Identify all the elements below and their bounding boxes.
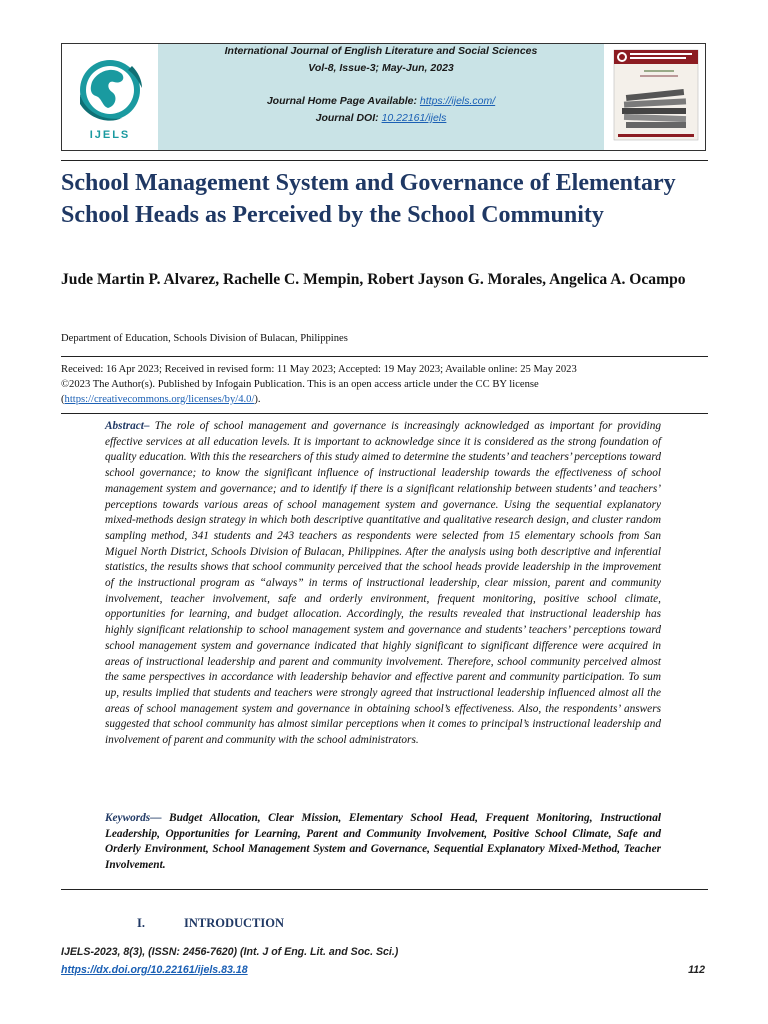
keywords (105, 811, 661, 874)
abstract-label: Abstract– (105, 420, 150, 432)
license-line: (https://creativecommons.org/licenses/by/4.0/). (61, 394, 261, 405)
paper-title: School Management System and Governance of Elementary School Heads as Perceived by the School Community (61, 170, 676, 228)
page-number: 112 (688, 964, 705, 976)
doi-line (158, 112, 604, 124)
globe-logo-icon (62, 44, 158, 150)
journal-info (158, 44, 604, 150)
affiliation: Department of Education, Schools Division of Bulacan, Philippines (61, 333, 348, 344)
license-link[interactable]: https://creativecommons.org/licenses/by/4.0/ (64, 394, 255, 405)
divider (61, 413, 708, 414)
authors: Jude Martin P. Alvarez, Rachelle C. Mempin, Robert Jayson G. Morales, Angelica A. Ocampo (61, 271, 686, 288)
journal-header (61, 43, 706, 151)
doi-label: Journal DOI: (315, 112, 382, 124)
divider (61, 356, 708, 357)
journal-volume: Vol-8, Issue-3; May-Jun, 2023 (308, 62, 454, 74)
section-number: I. (137, 916, 145, 930)
divider (61, 889, 708, 890)
keywords-text: Budget Allocation, Clear Mission, Elementary School Head, Frequent Monitoring, Instructional Leadership, Opportunities for Learning, Parent and Community Involvement, Positive School Climate, Safe and Orderly Environment, School Management System and Governance, Sequential Explanatory Mixed-Method, Teacher Involvement. (105, 812, 661, 872)
abstract (105, 419, 661, 749)
footer-citation: IJELS-2023, 8(3), (ISSN: 2456-7620) (Int. J of Eng. Lit. and Soc. Sci.) (61, 946, 399, 958)
doi-link[interactable]: 10.22161/ijels (381, 112, 447, 124)
journal-cover (604, 44, 705, 150)
history-dates: Received: 16 Apr 2023; Received in revised form: 11 May 2023; Accepted: 19 May 2023; Available online: 25 May 2023 (61, 364, 577, 375)
homepage-label: Journal Home Page Available: (266, 95, 420, 107)
journal-cover-icon (604, 44, 705, 150)
keywords-label: Keywords— (105, 812, 162, 824)
homepage-link[interactable]: https://ijels.com/ (419, 95, 496, 107)
journal-logo (62, 44, 158, 150)
abstract-text: The role of school management and governance is increasingly acknowledged as important for providing effective services at all education levels. It is important to acknowledge since it is considered as the strong foundation of quality education. With this the researchers of this study aimed to determine the students’ and teachers’ perceptions toward school governance; to know the significant influence of instructional leadership towards the effectiveness of school management system and governance; and to identify if there is a significant relationship between students’ and teachers’ perceptions towards various areas of school management system and governance. Using the sequential explanatory mixed-methods design strategy in which both descriptive quantitative and qualitative research design, and cluster random sampling method, 341 students and 243 teachers as respondents were selected from 15 elementary schools from San Miguel North District, Schools Division of Bulacan, Philippines. After the analysis using both descriptive and inferential statistics, the results shows that school community perceived that the school heads provide leadership in the improvement of the instructional program as “always” in terms of instructional leadership, clear mission, parent and community involvement, teacher involvement, safe and orderly environment, frequent monitoring, positive school climate, opportunities for learning, and budget allocation. Accordingly, the results revealed that instructional leadership has highly significant relationship to school management system and governance and students’ teachers’ perceptions toward school management system and governance indicated that highly significant to significant difference were acquired in areas of instructional leadership and parent and community involvement. Therefore, school community perceived almost the same perspectives in accordance with leadership behavior and effective parent and community participation. To sum up, results implied that students and teachers were strongly agreed that instructional leadership influenced almost all the areas of school management system and governance in obtaining school’s effectiveness. Also, the respondents’ answers suggested that school community has almost similar perceptions when it comes to principal’s instructional leadership and involvement of parent and community with the school administrators. (105, 420, 661, 747)
footer-doi-link[interactable]: https://dx.doi.org/10.22161/ijels.83.18 (61, 964, 248, 976)
journal-name: International Journal of English Literature and Social Sciences (224, 45, 538, 57)
logo-text: IJELS (89, 129, 131, 141)
article-history (61, 362, 711, 407)
homepage-line (158, 95, 604, 107)
section-title: INTRODUCTION (184, 916, 285, 930)
copyright-line: ©2023 The Author(s). Published by Infogain Publication. This is an open access article under the CC BY license (61, 379, 539, 390)
divider (61, 160, 708, 161)
